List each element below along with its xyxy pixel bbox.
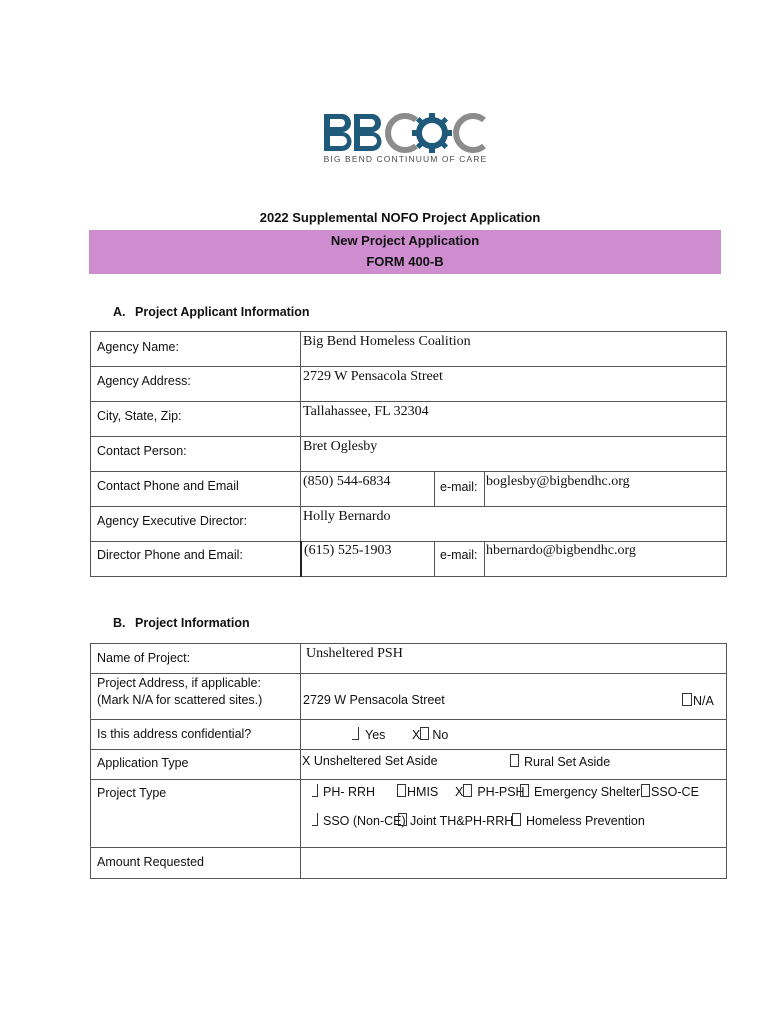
- confidential-label: Is this address confidential?: [97, 727, 252, 741]
- contact-phone-field[interactable]: (850) 544-6834: [303, 474, 391, 489]
- section-b-heading: [113, 616, 250, 630]
- section-a-title: Project Applicant Information: [135, 305, 310, 319]
- director-phone-field[interactable]: (615) 525-1903: [304, 543, 392, 558]
- unsheltered-label: Unsheltered Set Aside: [313, 754, 438, 768]
- contact-email-field[interactable]: boglesby@bigbendhc.org: [486, 474, 630, 489]
- confidential-yes-option[interactable]: [352, 727, 385, 742]
- rural-set-aside-option[interactable]: [510, 754, 610, 769]
- sso-non-ce-option[interactable]: [312, 813, 406, 828]
- ph-psh-checkbox-icon[interactable]: [463, 784, 472, 797]
- sso-ce-option[interactable]: [641, 784, 699, 799]
- yes-label: Yes: [365, 728, 386, 742]
- project-address-label-1: Project Address, if applicable:: [97, 676, 261, 690]
- application-type-label: Application Type: [97, 756, 189, 770]
- agency-name-label: Agency Name:: [97, 340, 179, 354]
- na-checkbox-icon[interactable]: [682, 693, 692, 706]
- no-checkbox-icon[interactable]: [420, 727, 429, 740]
- agency-address-label: Agency Address:: [97, 374, 191, 388]
- project-type-label: Project Type: [97, 786, 167, 800]
- contact-phone-email-label: Contact Phone and Email: [97, 479, 239, 493]
- agency-address-field[interactable]: 2729 W Pensacola Street: [303, 369, 443, 384]
- contact-email-label: e-mail:: [440, 480, 478, 494]
- hmis-checkbox-icon[interactable]: [397, 784, 406, 797]
- logo-caption: BIG BEND CONTINUUM OF CARE: [323, 154, 488, 164]
- logo-letter-b2: [354, 114, 382, 151]
- contact-person-field[interactable]: Bret Oglesby: [303, 439, 378, 454]
- logo-letter-c2: [456, 116, 484, 150]
- project-address-field[interactable]: 2729 W Pensacola Street: [303, 693, 445, 707]
- homeless-prevention-option[interactable]: [512, 813, 645, 828]
- hmis-label: HMIS: [407, 785, 439, 799]
- logo-letter-b1: [324, 114, 352, 151]
- section-b-letter: B.: [113, 616, 126, 630]
- contact-person-label: Contact Person:: [97, 444, 187, 458]
- unsheltered-set-aside-option[interactable]: [302, 754, 438, 768]
- section-a-letter: A.: [113, 305, 126, 319]
- ph-rrh-option[interactable]: [312, 784, 375, 799]
- sso-ce-checkbox-icon[interactable]: [641, 784, 650, 797]
- emergency-shelter-checkbox-icon[interactable]: [520, 784, 529, 797]
- emergency-shelter-option[interactable]: [520, 784, 640, 799]
- emergency-shelter-label: Emergency Shelter: [534, 785, 641, 799]
- project-address-label-2: (Mark N/A for scattered sites.): [97, 693, 263, 707]
- no-label: No: [432, 728, 449, 742]
- director-email-field[interactable]: hbernardo@bigbendhc.org: [486, 543, 636, 558]
- ph-rrh-label: PH- RRH: [323, 785, 376, 799]
- joint-th-ph-rrh-label: Joint TH&PH-RRH: [410, 814, 514, 828]
- form-subtitle: New Project Application: [330, 233, 480, 248]
- header-band: [89, 230, 721, 274]
- rural-checkbox-icon[interactable]: [510, 754, 519, 767]
- director-phone-email-label: Director Phone and Email:: [97, 548, 243, 562]
- hmis-option[interactable]: [397, 784, 438, 799]
- homeless-prevention-checkbox-icon[interactable]: [512, 813, 521, 826]
- yes-checkbox-icon[interactable]: [352, 727, 359, 740]
- unsheltered-mark: X: [302, 754, 311, 768]
- homeless-prevention-label: Homeless Prevention: [526, 814, 645, 828]
- city-state-zip-label: City, State, Zip:: [97, 409, 182, 423]
- no-mark: X: [412, 728, 421, 742]
- executive-director-field[interactable]: Holly Bernardo: [303, 509, 391, 524]
- director-email-label: e-mail:: [440, 548, 478, 562]
- na-label: N/A: [693, 694, 714, 708]
- section-a-heading: [113, 305, 310, 319]
- ph-rrh-checkbox-icon[interactable]: [312, 784, 318, 797]
- logo-gear-icon: [412, 113, 452, 153]
- sso-non-ce-label: SSO (Non-CE): [323, 814, 406, 828]
- project-name-field[interactable]: Unsheltered PSH: [306, 646, 403, 661]
- joint-th-ph-rrh-checkbox-icon[interactable]: [398, 813, 407, 826]
- agency-name-field[interactable]: Big Bend Homeless Coalition: [303, 334, 471, 349]
- sso-ce-label: SSO-CE: [651, 785, 699, 799]
- section-b-title: Project Information: [135, 616, 250, 630]
- confidential-no-option[interactable]: [412, 727, 448, 742]
- ph-psh-option[interactable]: [455, 784, 525, 799]
- rural-label: Rural Set Aside: [524, 755, 611, 769]
- city-state-zip-field[interactable]: Tallahassee, FL 32304: [303, 404, 429, 419]
- logo-letter-c1: [388, 116, 416, 150]
- address-na-option[interactable]: [682, 693, 714, 708]
- form-number: FORM 400-B: [366, 254, 444, 269]
- executive-director-label: Agency Executive Director:: [97, 514, 248, 528]
- ph-psh-label: PH-PSH: [477, 785, 525, 799]
- project-name-label: Name of Project:: [97, 651, 191, 665]
- form-title: 2022 Supplemental NOFO Project Application: [259, 210, 541, 225]
- ph-psh-mark: X: [455, 785, 464, 799]
- sso-non-ce-checkbox-icon[interactable]: [312, 813, 318, 826]
- joint-th-ph-rrh-option[interactable]: [398, 813, 513, 828]
- amount-requested-label: Amount Requested: [97, 855, 205, 869]
